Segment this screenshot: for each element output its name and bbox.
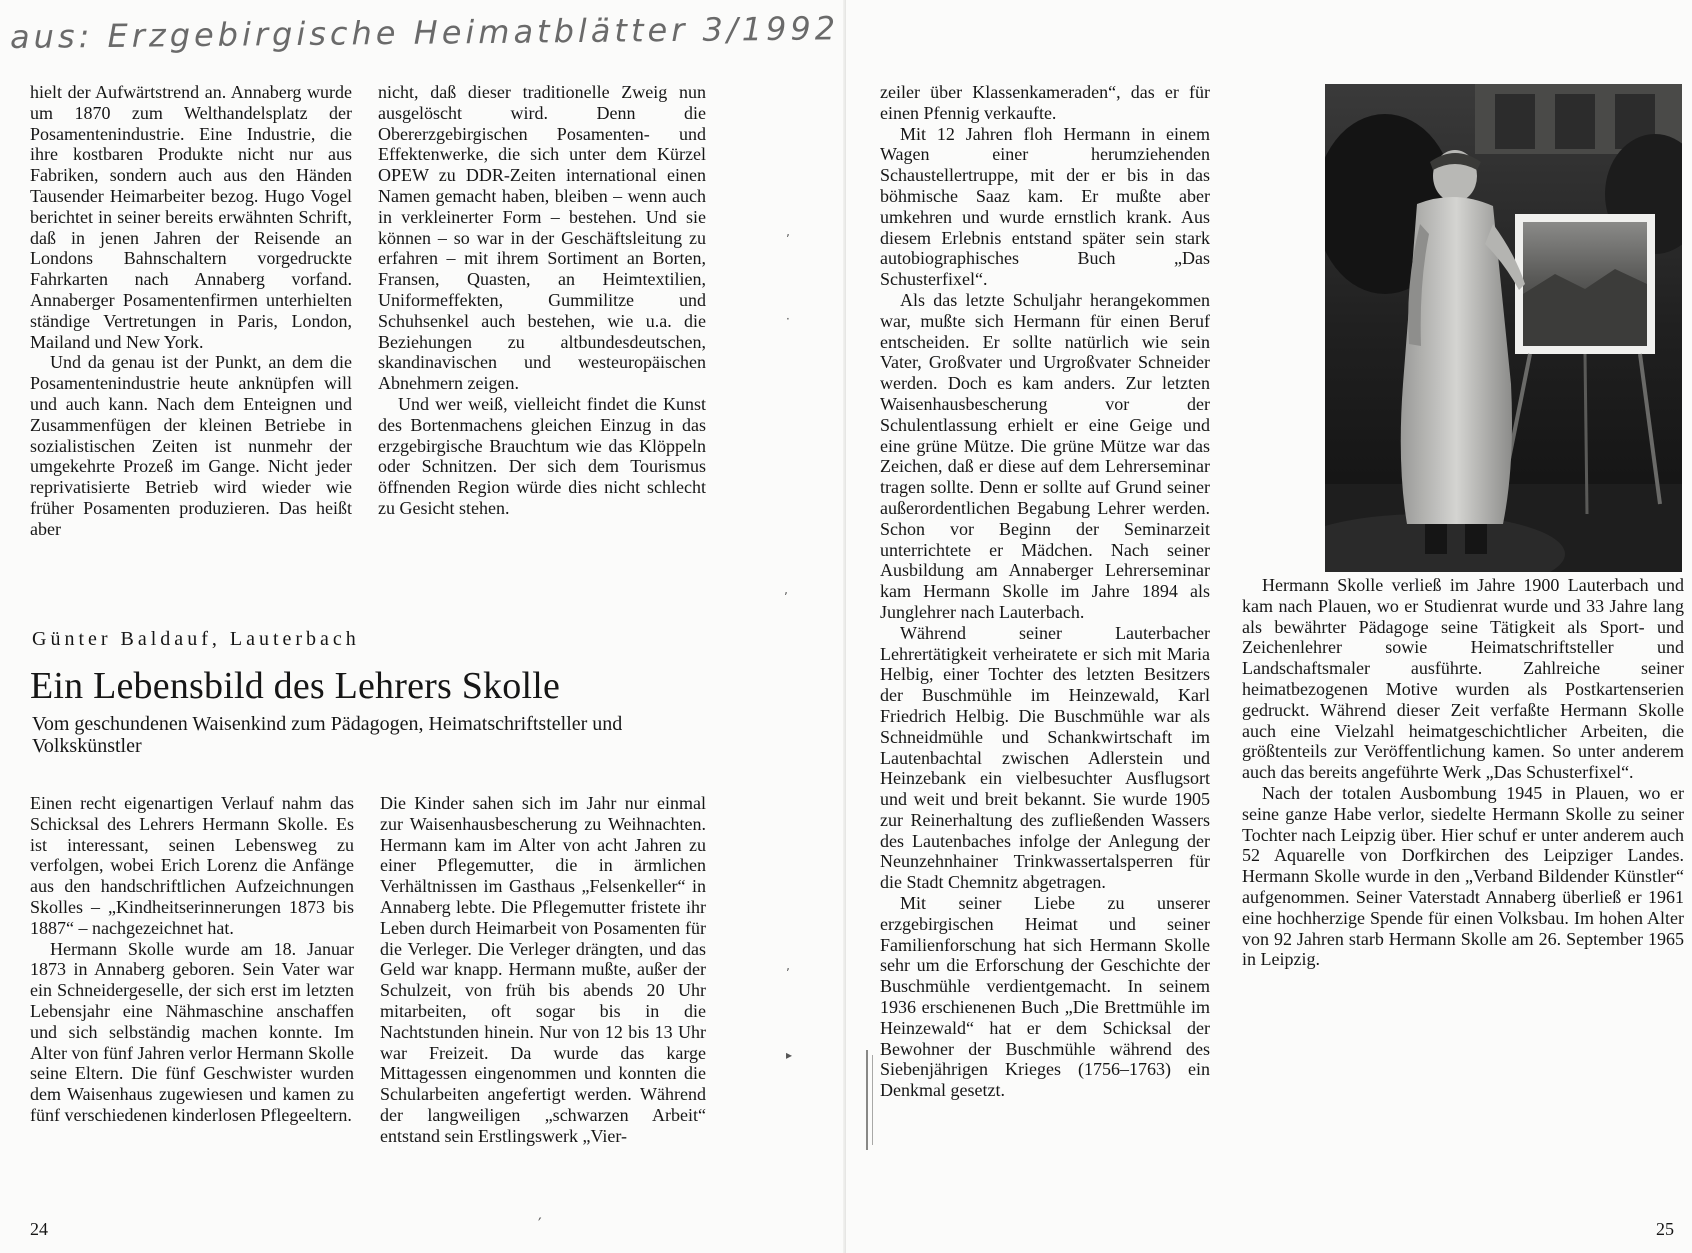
paragraph: Die Kinder sahen sich im Jahr nur einmal zur Waisenhausbescherung zu Weihnachten. Hermann kam im Alter von acht Jahren zu einer Pflegemutter, die in ärmlichen Verhältnissen im Gasthaus „Felsenkeller“ in Annaberg lebte. Die Pflegemutter fristete ihr Leben durch Heimarbeit von Posamenten für die Verleger. Die Verleger drängten, und das Geld war knapp. Hermann mußte, außer der Schulzeit, von früh bis abends 20 Uhr mitarbeiten, oft sogar bis in die Nachtstunden hinein. Nur von 12 bis 13 Uhr war Freizeit. Da wurde das karge Mittagessen eingenommen und konnten die Schularbeiten angefertigt werden. Während der langweiligen „schwarzen Arbeit“ entstand sein Erstlingswerk „Vier- [380, 793, 706, 1146]
portrait-photo [1325, 84, 1682, 572]
page-number-right: 25 [1656, 1219, 1674, 1239]
paragraph: Hermann Skolle wurde am 18. Januar 1873 in Annaberg geboren. Sein Vater war ein Schneidergeselle, der sich erst im letzten Lebensjahr eine Nähmaschine anschaffen und sich selbständig machen konnte. Im Alter von fünf Jahren verlor Hermann Skolle seine Eltern. Die fünf Geschwister wurden dem Waisenhaus zugewiesen und kamen zu fünf verschiedenen kinderlosen Pflegeeltern. [30, 938, 354, 1125]
article-column-1 [30, 793, 354, 1126]
ink-mark: ʼ [784, 590, 788, 604]
paragraph: Hermann Skolle verließ im Jahre 1900 Lauterbach und kam nach Plauen, wo er Studienrat wurde und 33 Jahre lang als bewährter Pädagoge seine Tätigkeit als Sport- und Zeichenlehrer sowie Heimatschriftsteller und Landschaftsmaler ausführte. Zahlreiche seiner heimatbezogenen Motive wurden als Postkartenserien gedruckt. Während dieser Zeit verfaßte Hermann Skolle auch eine Vielzahl heimatgeschichtlicher Arbeiten, die größtenteils zur Veröffentlichung kamen. So unter anderem auch das bereits angeführte Werk „Das Schusterfixel“. [1242, 575, 1684, 783]
margin-line [866, 1050, 868, 1150]
article-subheadline: Vom geschundenen Waisenkind zum Pädagogen, Heimatschriftsteller und Volkskünstler [32, 713, 623, 757]
handwritten-source-note: aus: Erzgebirgische Heimatblätter 3/1992 [9, 9, 840, 56]
paragraph: nicht, daß dieser traditionelle Zweig nun ausgelöscht wird. Denn die Obererzgebirgischen Posamenten- und Effektenwerke, die sich unter dem Kürzel OPEW zu DDR-Zeiten international einen Namen gemacht haben, bleiben – wenn auch in verkleinerter Form – bestehen. Und sie können – so war in der Geschäftsleitung zu erfahren – mit ihrem Sortiment an Borten, Fransen, Quasten, an Heimtextilien, Uniformeffekten, Gummilitze und Schuhsenkel auch bestehen, wie u.a. die Beziehungen zu altbundesdeutschen, skandinavischen und westeuropäischen Abnehmern zeigen. [378, 82, 706, 394]
article-headline: Ein Lebensbild des Lehrers Skolle [30, 665, 561, 707]
ink-mark: ʼ [786, 966, 790, 980]
paragraph: zeiler über Klassenkameraden“, das er für einen Pfennig verkaufte. [880, 82, 1210, 123]
page-number-left: 24 [30, 1219, 48, 1239]
right-column-1 [880, 82, 1210, 1101]
left-top-column-2 [378, 82, 706, 519]
article-column-2 [380, 793, 706, 1147]
paragraph: hielt der Aufwärtstrend an. Annaberg wurde um 1870 zum Welthandelsplatz der Posamentenindustrie. Eine Industrie, die ihre kostbaren Produkte nicht nur aus Fabriken, sondern auch aus den Händen Tausender Heimarbeiter bezog. Hugo Vogel berichtet in seiner bereits erwähnten Schrift, daß in jenen Jahren der Reisende an Londons Bahnschaltern vorgedruckte Fahrkarten nach Annaberg vorfand. Annaberger Posamentenfirmen unterhielten ständige Vertretungen in Paris, London, Mailand und New York. [30, 82, 352, 352]
paragraph: Und wer weiß, vielleicht findet die Kunst des Bortenmachens gleichen Einzug in das erzgebirgische Brauchtum wie das Klöppeln oder Schnitzen. Der sich dem Tourismus öffnenden Region würde dies nicht schlecht zu Gesicht stehen. [378, 393, 706, 518]
paragraph: Während seiner Lauterbacher Lehrertätigkeit verheiratete er sich mit Maria Helbig, einer Tochter des letzten Besitzers der Buschmühle im Heinzewald, Karl Friedrich Helbig. Die Buschmühle war als Schneidmühle und Schankwirtschaft im Lautenbachtal zwischen Adlerstein und Heinzebank ein vielbesuchter Ausflugsort und weit und breit bekannt. Sie wurde 1905 zur Reinerhaltung des zufließenden Wassers des Lautenbaches infolge der Anlegung der Neunzehnhainer Trinkwassertalsperren für die Stadt Chemnitz abgetragen. [880, 622, 1210, 893]
paragraph: Mit 12 Jahren floh Hermann in einem Wagen einer herumziehenden Schaustellertruppe, mit der er bis in das böhmische Saaz kam. Er mußte aber umkehren und wurde ernstlich krank. Aus diesem Erlebnis entstand später sein stark autobiographisches Buch „Das Schusterfixel“. [880, 123, 1210, 290]
ink-mark: ′ [538, 1214, 542, 1233]
right-column-2 [1242, 575, 1684, 970]
paragraph: Und da genau ist der Punkt, an dem die Posamentenindustrie heute anknüpfen will und auch kann. Nach dem Enteignen und Zusammenfügen der kleinen Betriebe in sozialistischen Zeiten ist nunmehr der umgekehrte Prozeß im Gange. Nicht jeder reprivatisierte Betrieb wird wieder wie früher Posamenten produzieren. Das heißt aber [30, 352, 352, 539]
margin-line [872, 1055, 873, 1145]
portrait-photo-image [1325, 84, 1682, 572]
paragraph: Als das letzte Schuljahr herangekommen war, mußte sich Hermann für einen Beruf entscheiden. Er sollte natürlich wie sein Vater, Großvater und Urgroßvater Schneider werden. Doch es kam anders. Zur letzten Waisenhausbescherung vor der Schulentlassung erhielt er eine Geige und eine grüne Mütze. Die grüne Mütze war das Zeichen, daß er diese auf dem Lehrerseminar tragen sollte. Denn er sollte auf Grund seiner außerordentlichen Begabung Lehrer werden. Schon vor Beginn der Seminarzeit unterrichtete er Mädchen. Nach seiner Ausbildung am Annaberger Lehrerseminar kam Hermann Skolle im Jahre 1894 als Junglehrer nach Lauterbach. [880, 289, 1210, 622]
ink-mark: · [786, 312, 790, 326]
right-page [784, 0, 1692, 1253]
ink-mark: ▸ [786, 1048, 793, 1062]
paragraph: Nach der totalen Ausbombung 1945 in Plauen, wo er seine ganze Habe verlor, siedelte Hermann Skolle zu seiner Tochter nach Leipzig über. Hier schuf er unter anderem auch 52 Aquarelle von Dorfkirchen des Leipziger Landes. Hermann Skolle wurde in den „Verband Bildender Künstler“ aufgenommen. Seiner Vaterstadt Annaberg überließ er 1961 eine hochherzige Spende für einen Volksbau. Im hohen Alter von 92 Jahren starb Hermann Skolle am 26. September 1965 in Leipzig. [1242, 782, 1684, 970]
article-byline: Günter Baldauf, Lauterbach [32, 628, 360, 650]
left-top-column-1 [30, 82, 352, 540]
paragraph: Mit seiner Liebe zu unserer erzgebirgischen Heimat und seiner Familienforschung hat sich Hermann Skolle sehr um die Erforschung der Geschichte der Buschmühle verdientgemacht. In seinem 1936 erschienenen Buch „Die Brettmühle im Heinzewald“ hat er dem Schicksal der Bewohner der Buschmühle während des Siebenjährigen Krieges (1756–1763) ein Denkmal gesetzt. [880, 893, 1210, 1101]
paragraph: Einen recht eigenartigen Verlauf nahm das Schicksal des Lehrers Hermann Skolle. Es ist interessant, seinen Lebensweg zu verfolgen, wobei Erich Lorenz die Anfänge aus den handschriftlichen Aufzeichnungen Skolles – „Kindheitserinnerungen 1873 bis 1887“ – nachgezeichnet hat. [30, 793, 354, 938]
ink-mark: ʼ [786, 232, 790, 246]
